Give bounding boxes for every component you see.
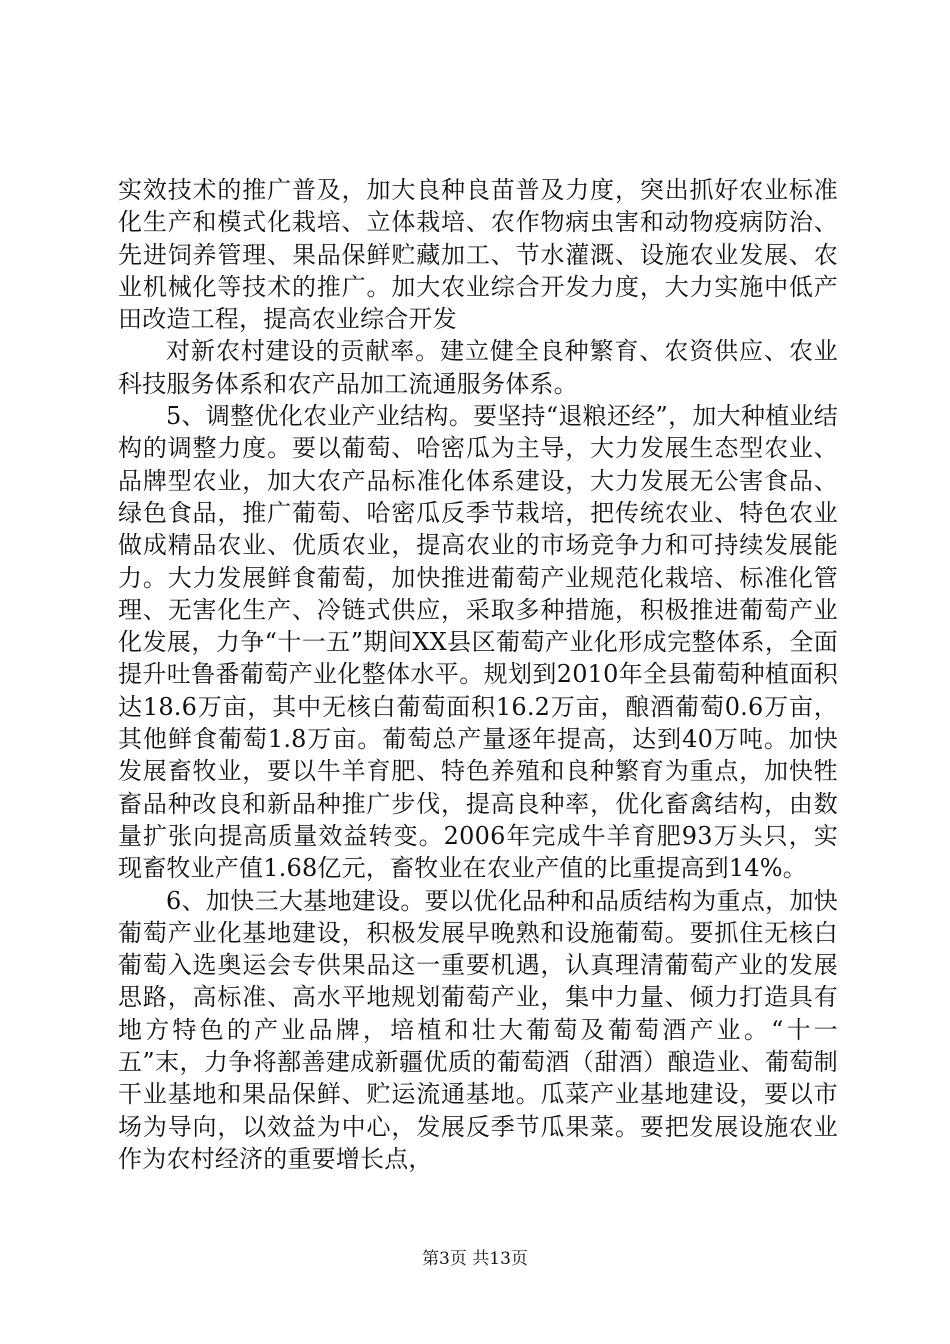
document-body (118, 174, 838, 1175)
paragraph-2: 对新农村建设的贡献率。建立健全良种繁育、农资供应、农业科技服务体系和农产品加工流通服务体系。 (118, 337, 838, 398)
paragraph-3: 5、调整优化农业产业结构。要坚持“退粮还经”，加大种植业结构的调整力度。要以葡萄、哈密瓜为主导，大力发展生态型农业、品牌型农业，加大农产品标准化体系建设，大力发展无公害食品、绿色食品，推广葡萄、哈密瓜反季节栽培，把传统农业、特色农业做成精品农业、优质农业，提高农业的市场竞争力和可持续发展能力。大力发展鲜食葡萄，加快推进葡萄产业规范化栽培、标准化管理、无害化生产、冷链式供应，采取多种措施，积极推进葡萄产业化发展，力争“十一五”期间XX县区葡萄产业化形成完整体系，全面提升吐鲁番葡萄产业化整体水平。规划到2010年全县葡萄种植面积达18.6万亩，其中无核白葡萄面积16.2万亩，酿酒葡萄0.6万亩，其他鲜食葡萄1.8万亩。葡萄总产量逐年提高，达到40万吨。加快发展畜牧业，要以牛羊育肥、特色养殖和良种繁育为重点，加快牲畜品种改良和新品种推广步伐，提高良种率，优化畜禽结构，由数量扩张向提高质量效益转变。2006年完成牛羊育肥93万头只，实现畜牧业产值1.68亿元，畜牧业在农业产值的比重提高到14%。 (118, 402, 838, 883)
paragraph-1: 实效技术的推广普及，加大良种良苗普及力度，突出抓好农业标准化生产和模式化栽培、立体栽培、农作物病虫害和动物疫病防治、先进饲养管理、果品保鲜贮藏加工、节水灌溉、设施农业发展、农业机械化等技术的推广。加大农业综合开发力度，大力实施中低产田改造工程，提高农业综合开发 (118, 176, 838, 334)
paragraph-4: 6、加快三大基地建设。要以优化品种和品质结构为重点，加快葡萄产业化基地建设，积极发展早晚熟和设施葡萄。要抓住无核白葡萄入选奥运会专供果品这一重要机遇，认真理清葡萄产业的发展思路，高标准、高水平地规划葡萄产业，集中力量、倾力打造具有地方特色的产业品牌，培植和壮大葡萄及葡萄酒产业。“十一五”末，力争将鄯善建成新疆优质的葡萄酒（甜酒）酿造业、葡萄制干业基地和果品保鲜、贮运流通基地。瓜菜产业基地建设，要以市场为导向，以效益为中心，发展反季节瓜果菜。要把发展设施农业作为农村经济的重要增长点， (118, 886, 838, 1173)
page-number-footer: 第3页 共13页 (422, 1249, 528, 1269)
